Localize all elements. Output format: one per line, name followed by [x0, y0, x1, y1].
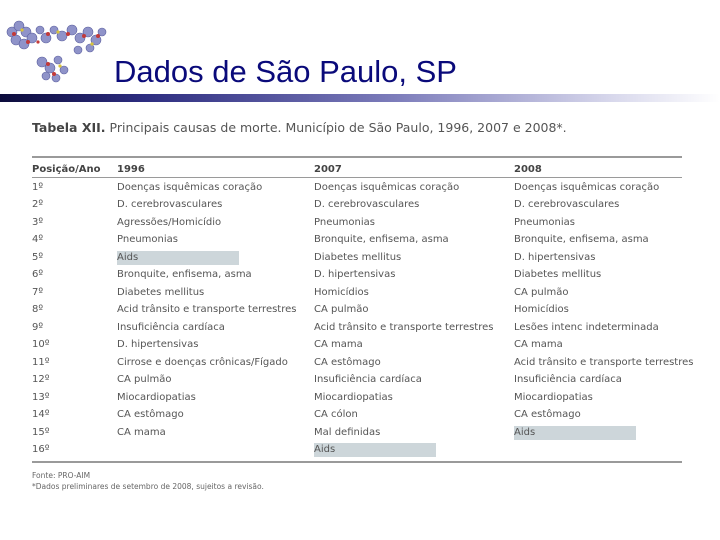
- cell-2008: Pneumonias: [514, 216, 575, 228]
- cell-1996: Bronquite, enfisema, asma: [117, 269, 252, 280]
- table-row: [32, 196, 682, 214]
- cell-2008: Lesões intenc indeterminada: [514, 321, 659, 333]
- table-row: [32, 389, 682, 407]
- header-position: Posição/Ano: [32, 164, 101, 175]
- table-row: [32, 371, 682, 389]
- footnote-note: *Dados preliminares de setembro de 2008, sujeitos a revisão.: [32, 482, 264, 491]
- cell-position: 13º: [32, 391, 50, 403]
- cell-1996: Cirrose e doenças crônicas/Fígado: [117, 356, 288, 368]
- cell-1996: Aids: [117, 251, 239, 265]
- cell-1996: Doenças isquêmicas coração: [117, 181, 263, 193]
- table-row: [32, 441, 682, 459]
- table-row: [32, 266, 682, 284]
- table-row: [32, 424, 682, 442]
- cell-2007: CA cólon: [314, 409, 358, 420]
- cell-2007: Miocardiopatias: [314, 391, 393, 403]
- cell-position: 9º: [32, 321, 44, 333]
- causes-of-death-table: [32, 161, 694, 459]
- header-2008: 2008: [514, 164, 542, 175]
- cell-2008: Aids: [514, 426, 636, 440]
- cell-2008: D. hipertensivas: [514, 251, 596, 263]
- cell-position: 11º: [32, 356, 50, 368]
- table-row: [32, 301, 682, 319]
- molecule-logo: [2, 12, 110, 90]
- cell-2007: Homicídios: [314, 286, 369, 298]
- cell-2008: CA estômago: [514, 409, 581, 420]
- table-row: [32, 319, 682, 337]
- cell-2008: CA mama: [514, 339, 563, 350]
- cell-2007: CA estômago: [314, 356, 381, 368]
- cell-1996: Agressões/Homicídio: [117, 216, 222, 228]
- header-1996: 1996: [117, 164, 145, 175]
- cell-position: 4º: [32, 234, 44, 245]
- cell-position: 1º: [32, 181, 44, 193]
- cell-2008: Acid trânsito e transporte terrestres: [514, 356, 694, 368]
- cell-2007: Doenças isquêmicas coração: [314, 181, 460, 193]
- slide-title: Dados de São Paulo, SP: [114, 54, 457, 89]
- table-bottom-rule: [32, 461, 682, 463]
- table-row: [32, 354, 694, 372]
- cell-2007: Bronquite, enfisema, asma: [314, 234, 449, 245]
- table-row: [32, 284, 682, 302]
- cell-1996: Insuficiência cardíaca: [117, 321, 225, 333]
- cell-2007: Diabetes mellitus: [314, 251, 402, 263]
- cell-1996: CA pulmão: [117, 374, 172, 385]
- cell-1996: D. hipertensivas: [117, 339, 199, 350]
- cell-1996: Diabetes mellitus: [117, 286, 205, 298]
- table-row: [32, 249, 682, 267]
- cell-2007: CA mama: [314, 339, 363, 350]
- table-row: [32, 336, 682, 354]
- table-footnotes: [32, 470, 264, 492]
- cell-1996: CA estômago: [117, 409, 184, 420]
- table-header-row: [32, 161, 682, 179]
- cell-2008: CA pulmão: [514, 286, 569, 298]
- cell-2007: CA pulmão: [314, 304, 369, 315]
- cell-2008: Doenças isquêmicas coração: [514, 181, 660, 193]
- header-2007: 2007: [314, 164, 342, 175]
- cell-2008: Diabetes mellitus: [514, 269, 602, 280]
- table-caption-label: Tabela XII.: [32, 120, 106, 135]
- cell-position: 15º: [32, 426, 50, 438]
- cell-1996: Miocardiopatias: [117, 391, 196, 403]
- table-row: [32, 179, 682, 197]
- cell-1996: Pneumonias: [117, 234, 178, 245]
- cell-1996: Acid trânsito e transporte terrestres: [117, 304, 297, 315]
- table-caption: [32, 120, 567, 135]
- table-caption-text: Principais causas de morte. Município de São Paulo, 1996, 2007 e 2008*.: [109, 120, 567, 135]
- cell-1996: CA mama: [117, 426, 166, 438]
- cell-2007: Acid trânsito e transporte terrestres: [314, 321, 494, 333]
- cell-position: 7º: [32, 286, 44, 298]
- cell-2007: Pneumonias: [314, 216, 375, 228]
- cell-position: 16º: [32, 444, 50, 455]
- cell-1996: D. cerebrovasculares: [117, 199, 223, 210]
- footnote-source: Fonte: PRO-AIM: [32, 471, 91, 480]
- cell-position: 10º: [32, 339, 50, 350]
- cell-position: 2º: [32, 199, 44, 210]
- cell-2007: Insuficiência cardíaca: [314, 374, 422, 385]
- cell-position: 12º: [32, 374, 50, 385]
- cell-2008: Insuficiência cardíaca: [514, 374, 622, 385]
- table-row: [32, 231, 682, 249]
- table-top-rule: [32, 156, 682, 158]
- cell-2007: Aids: [314, 443, 436, 457]
- cell-2008: Bronquite, enfisema, asma: [514, 234, 649, 245]
- cell-position: 8º: [32, 304, 44, 315]
- cell-position: 5º: [32, 251, 44, 263]
- cell-position: 3º: [32, 216, 44, 228]
- table-row: [32, 406, 682, 424]
- table-row: [32, 214, 682, 232]
- cell-position: 14º: [32, 409, 50, 420]
- cell-2007: D. cerebrovasculares: [314, 199, 420, 210]
- cell-2008: Homicídios: [514, 304, 569, 315]
- cell-2007: D. hipertensivas: [314, 269, 396, 280]
- cell-2007: Mal definidas: [314, 426, 381, 438]
- cell-2008: D. cerebrovasculares: [514, 199, 620, 210]
- table-body: [32, 179, 694, 459]
- title-underline-bar: [0, 94, 720, 102]
- cell-position: 6º: [32, 269, 44, 280]
- cell-2008: Miocardiopatias: [514, 391, 593, 403]
